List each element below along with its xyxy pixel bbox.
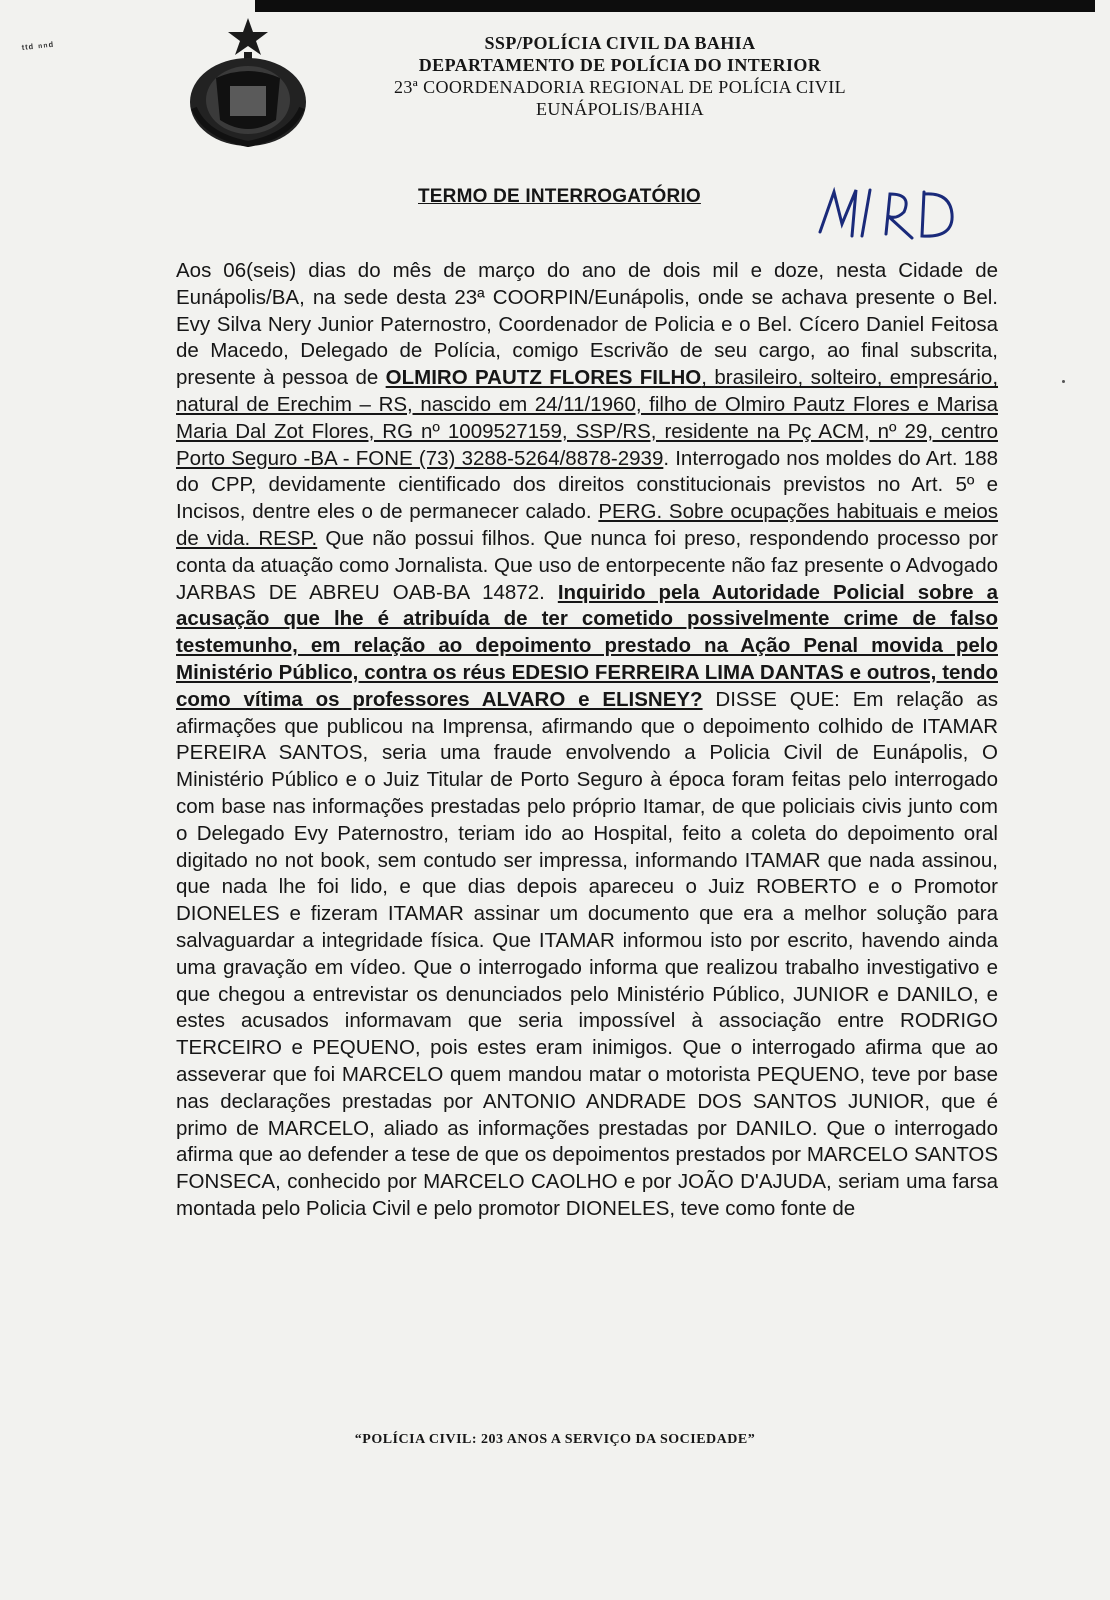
header-line-city: EUNÁPOLIS/BAHIA [536,99,704,119]
header-line-coordination: 23ª COORDENADORIA REGIONAL DE POLÍCIA CIVIL [394,77,846,97]
header-line-ssp: SSP/POLÍCIA CIVIL DA BAHIA [484,33,756,53]
document-title: TERMO DE INTERROGATÓRIO [418,186,701,207]
scan-speck [1062,380,1065,383]
scan-top-edge [255,0,1095,12]
interrogation-body [176,258,998,1223]
header-line-department: DEPARTAMENTO DE POLÍCIA DO INTERIOR [418,55,822,75]
body-paragraph [176,258,998,1223]
occupation-question: PERG. Sobre ocupações habituais e meios de vida. RESP. [176,500,999,550]
footer-slogan: “POLÍCIA CIVIL: 203 ANOS A SERVIÇO DA SOCIEDADE” [354,1432,756,1447]
rights-text: . Interrogado nos moldes do Art. 188 do CPP, devidamente cientificado dos direitos constitucionais previstos no Art. 5º e Incisos, dentre eles o de permanecer calado. [176,446,998,524]
interrogated-name: OLMIRO PAUTZ FLORES FILHO [385,366,702,390]
police-coat-of-arms-icon [186,16,310,148]
handwritten-signature-icon [812,180,972,250]
document-header [340,32,900,120]
corner-handwritten-mark: ᵗᵗᵈ ⁿⁿᵈ [21,40,55,56]
statement-text: DISSE QUE: Em relação as afirmações que publicou na Imprensa, afirmando que o depoimento colhido de ITAMAR PEREIRA SANTOS, seria uma fraude envolvendo a Policia Civil de Eunápolis, O Ministério Público e o Juiz Titular de Porto Seguro à época foram feitas pelo interrogado com base nas informações prestadas pelo próprio Itamar, de que policiais civis junto com o Delegado Evy Paternostro, teriam ido ao Hospital, feito a coleta do depoimento oral digitado no not book, sem contudo ser impressa, informando ITAMAR que nada assinou, que nada lhe foi lido, e que dias depois apareceu o Juiz ROBERTO e o Promotor DIONELES e fizeram ITAMAR assinar um documento que era a melhor solução para salvaguardar a integridade física. Que ITAMAR informou isto por escrito, havendo ainda uma gravação em vídeo. Que o interrogado informa que realizou trabalho investigativo e que chegou a entrevistar os denunciados pelo Ministério Público, JUNIOR e DANILO, e estes acusados informavam que seria impossível à associação entre RODRIGO TERCEIRO e PEQUENO, pois estes eram inimigos. Que o interrogado afirma que ao asseverar que foi MARCELO quem mandou matar o motorista PEQUENO, teve por base nas declarações prestadas por ANTONIO ANDRADE DOS SANTOS JUNIOR, que é primo de MARCELO, aliado as informações prestadas por DANILO. Que o interrogado afirma que ao defender a tese de que os depoimentos prestados por MARCELO SANTOS FONSECA, conhecido por MARCELO CAOLHO e por JOÃO D'AJUDA, seriam uma farsa montada pelo Policia Civil e pelo promotor DIONELES, teve como fonte de [176,687,998,1220]
opening-text: Aos 06(seis) dias do mês de março do ano de dois mil e doze, nesta Cidade de Eunápolis/BA, na sede desta 23ª COORPIN/Eunápolis, onde se achava presente o Bel. Evy Silva Nery Junior Paternostro, Coordenador de Policia e o Bel. Cícero Daniel Feitosa de Macedo, Delegado de Polícia, comigo Escrivão de seu cargo, ao final subscrita, presente à pessoa de [176,259,998,390]
interrogated-identity: , brasileiro, solteiro, empresário, natural de Erechim – RS, nascido em 24/11/1960, filho de Olmiro Pautz Flores e Marisa Maria Dal Zot Flores, RG nº 1009527159, SSP/RS, residente na Pç ACM, nº 29, centro Porto Seguro -BA - FONE (73) 3288-5264/8878-2939 [176,366,999,470]
occupation-answer: Que não possui filhos. Que nunca foi preso, respondendo processo por conta da atuação como Jornalista. Que uso de entorpecente não faz presente o Advogado JARBAS DE ABREU OAB-BA 14872. [176,526,998,604]
authority-question: Inquirido pela Autoridade Policial sobre a acusação que lhe é atribuída de ter cometido possivelmente crime de falso testemunho, em relação ao depoimento prestado na Ação Penal movida pelo Ministério Público, contra os réus EDESIO FERREIRA LIMA DANTAS e outros, tendo como vítima os professores ALVARO e ELISNEY? [176,580,998,711]
